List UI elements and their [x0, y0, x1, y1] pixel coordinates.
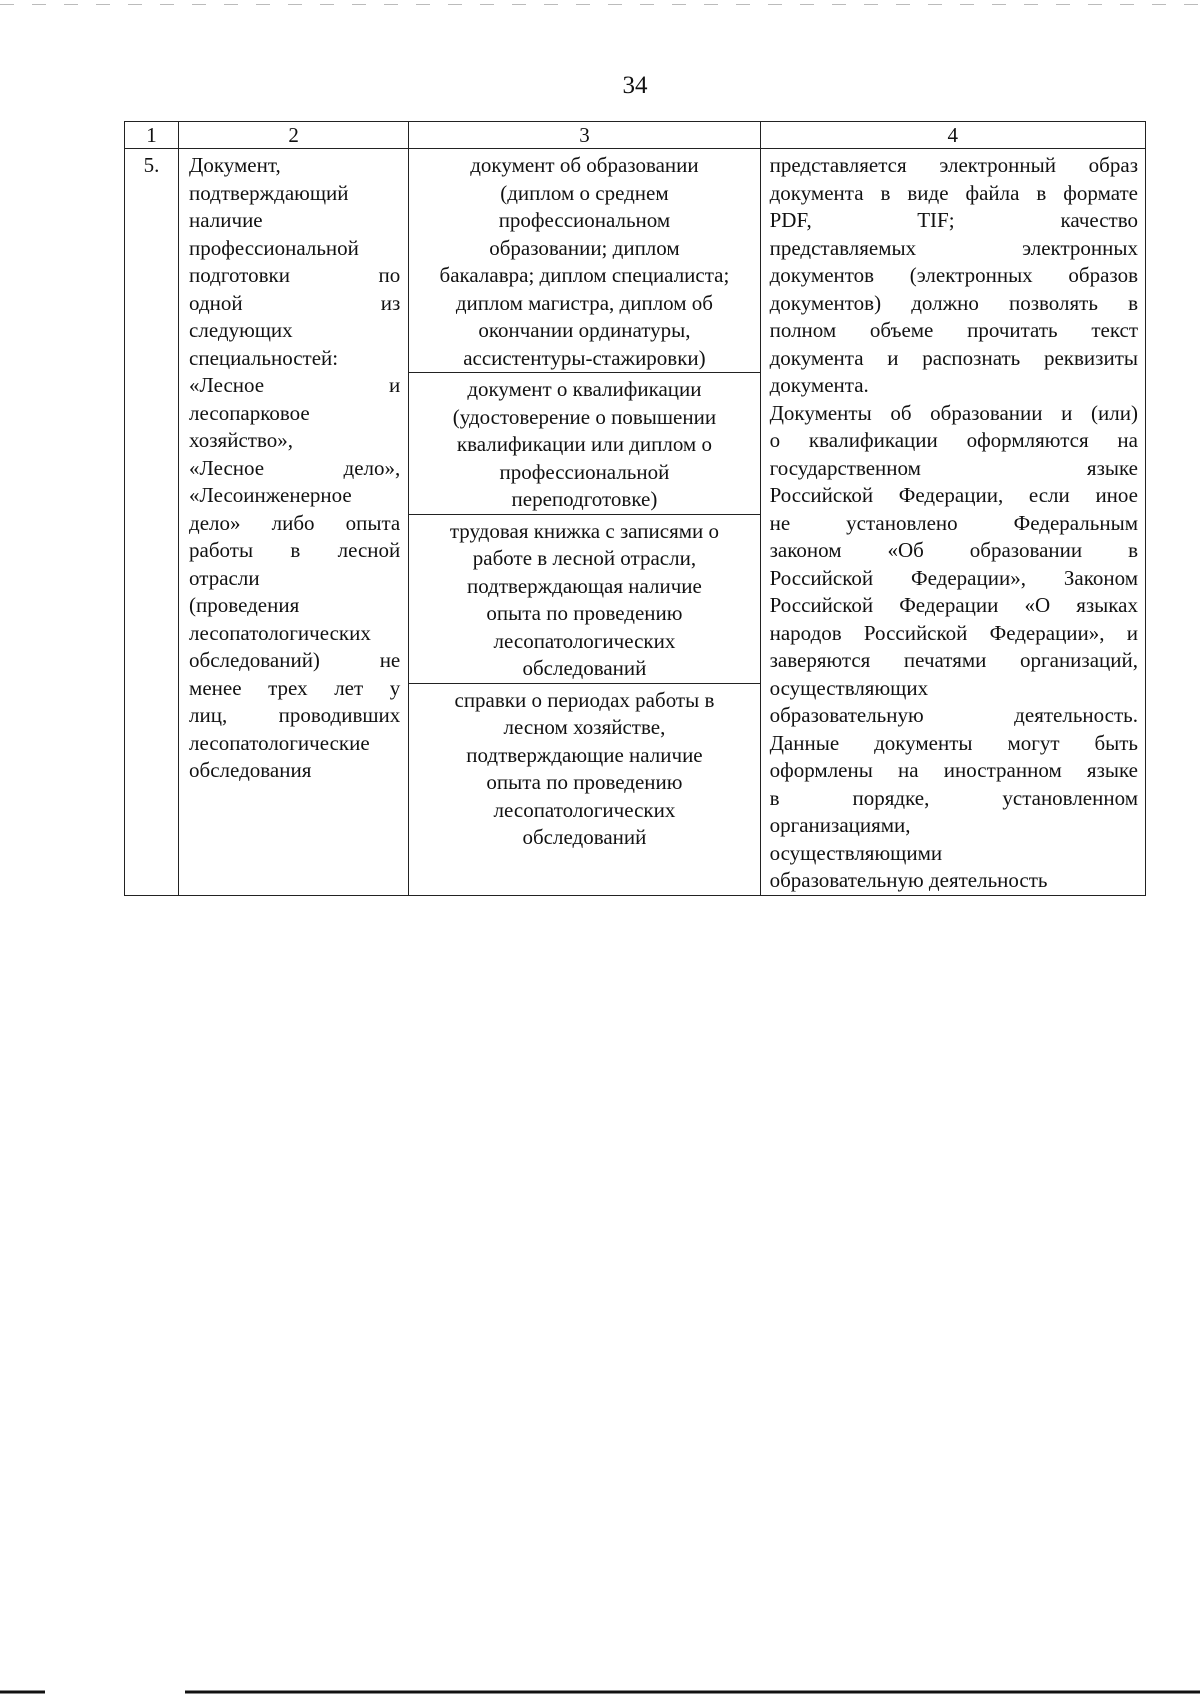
requirements-line: осуществляющими [769, 840, 943, 865]
requirements-line: не установлено Федеральным [769, 510, 1138, 535]
document-type-item [409, 684, 759, 852]
document-type-line: работе в лесной отрасли, [472, 546, 697, 570]
row-number: 5. [125, 149, 179, 896]
header-cell-3: 3 [409, 122, 760, 149]
document-type-line: образовании; диплом [489, 235, 680, 260]
document-type-line: документ об образовании [470, 153, 699, 177]
document-name-line: лесопатологические [189, 730, 370, 755]
table-header-row [125, 122, 1146, 149]
requirements-cell [760, 149, 1145, 896]
requirements-line: о квалификации оформляются на [769, 428, 1138, 452]
document-types-cell [409, 149, 760, 896]
document-type-line: трудовая книжка с записями о [449, 518, 720, 543]
document-name-line: обследований) не [189, 648, 401, 672]
document-name-line: работы в лесной [189, 538, 401, 562]
document-name-cell [179, 149, 409, 896]
document-type-line: (диплом о среднем [500, 180, 669, 205]
requirements-line: представляемых электронных [769, 235, 1138, 260]
requirements-line: полном объеме прочитать текст [769, 318, 1138, 342]
document-name-line: «Лесоинженерное [189, 483, 352, 507]
document-name-line: лиц, проводивших [189, 703, 401, 727]
document-type-item [409, 373, 759, 515]
document-name-line: следующих [189, 318, 293, 342]
document-name-line: профессиональной [189, 235, 359, 260]
document-type-line: профессиональной [499, 459, 670, 484]
document-type-line: ассистентуры-стажировки) [463, 345, 706, 370]
requirements-line: Российской Федерации», Законом [769, 565, 1138, 590]
document-type-line: справки о периодах работы в [454, 687, 715, 712]
document-type-line: опыта по проведению [486, 770, 683, 794]
requirements-line: документов (электронных образов [769, 263, 1138, 287]
requirements-line: Данные документы могут быть [769, 730, 1138, 755]
document-type-line: лесопатологических [493, 628, 676, 653]
document-type-line: обследований [522, 825, 647, 849]
document-name-line: лесопатологических [189, 620, 371, 645]
requirements-line: документа в виде файла в формате [769, 180, 1138, 205]
document-type-line: (удостоверение о повышении [452, 404, 717, 429]
document-name-line: подготовки по [189, 263, 401, 287]
document-type-line: квалификации или диплом о [456, 432, 712, 456]
requirements-line: оформлены на иностранном языке [769, 758, 1138, 782]
document-type-item [409, 515, 759, 684]
document-type-line: диплом магистра, диплом об [455, 290, 713, 315]
document-name-line: «Лесное и [189, 373, 401, 397]
requirements-line: образовательную деятельность [769, 868, 1048, 892]
header-cell-1: 1 [125, 122, 179, 149]
document-type-line: опыта по проведению [486, 601, 683, 625]
document-type-line: лесном хозяйстве, [503, 715, 666, 739]
document-type-line: профессиональном [498, 208, 671, 232]
requirements-line: образовательную деятельность. [769, 703, 1138, 727]
document-name-line: (проведения [189, 593, 300, 617]
requirements-line: представляется электронный образ [769, 153, 1138, 177]
requirements-line: осуществляющих [769, 675, 929, 700]
requirements-line: Российской Федерации «О языках [769, 593, 1138, 617]
document-name-line: лесопарковое [189, 400, 310, 425]
table-row [125, 149, 1146, 896]
requirements-text [770, 152, 1138, 895]
document-type-line: документ о квалификации [467, 377, 702, 401]
requirements-line: законом «Об образовании в [769, 538, 1138, 562]
scan-artifact-top [0, 3, 1200, 6]
requirements-line: государственном языке [769, 455, 1138, 480]
document-type-line: подтверждающая наличие [467, 573, 702, 598]
scan-artifact-bottom [0, 1690, 1200, 1694]
document-type-line: переподготовке) [511, 487, 658, 511]
document-type-line: бакалавра; диплом специалиста; [439, 263, 730, 287]
requirements-line: в порядке, установленном [769, 785, 1138, 810]
document-name-line: «Лесное дело», [189, 455, 401, 480]
document-name-line: обследования [189, 758, 312, 782]
document-name-line: подтверждающий [189, 180, 349, 205]
requirements-line: Российской Федерации, если иное [769, 483, 1138, 507]
requirements-line: Документы об образовании и (или) [769, 400, 1138, 425]
requirements-line: PDF, TIF; качество [769, 208, 1138, 232]
requirements-line: документа. [769, 373, 869, 397]
document-types-list [409, 149, 759, 852]
document-name-line: хозяйство», [189, 428, 293, 452]
requirements-table [124, 121, 1146, 896]
document-type-line: окончании ординатуры, [478, 318, 691, 342]
header-cell-2: 2 [179, 122, 409, 149]
requirements-line: организациями, [769, 813, 911, 837]
document-type-line: обследований [522, 656, 647, 680]
document-name-text [189, 152, 400, 785]
header-cell-4: 4 [760, 122, 1145, 149]
document-name-line: специальностей: [189, 345, 339, 370]
document-name-line: наличие [189, 208, 263, 232]
document-type-line: лесопатологических [493, 797, 676, 822]
requirements-line: документов) должно позволять в [769, 290, 1138, 315]
requirements-line: документа и распознать реквизиты [769, 345, 1138, 370]
document-name-line: отрасли [189, 565, 260, 590]
document-type-item [409, 149, 759, 373]
requirements-line: заверяются печатями организаций, [769, 648, 1138, 672]
document-name-line: менее трех лет у [189, 675, 401, 700]
document-name-line: одной из [189, 290, 401, 315]
document-name-line: Документ, [189, 153, 281, 177]
requirements-line: народов Российской Федерации», и [769, 620, 1138, 645]
page-number: 34 [622, 72, 648, 99]
document-type-line: подтверждающие наличие [466, 742, 703, 767]
document-name-line: дело» либо опыта [189, 510, 401, 535]
